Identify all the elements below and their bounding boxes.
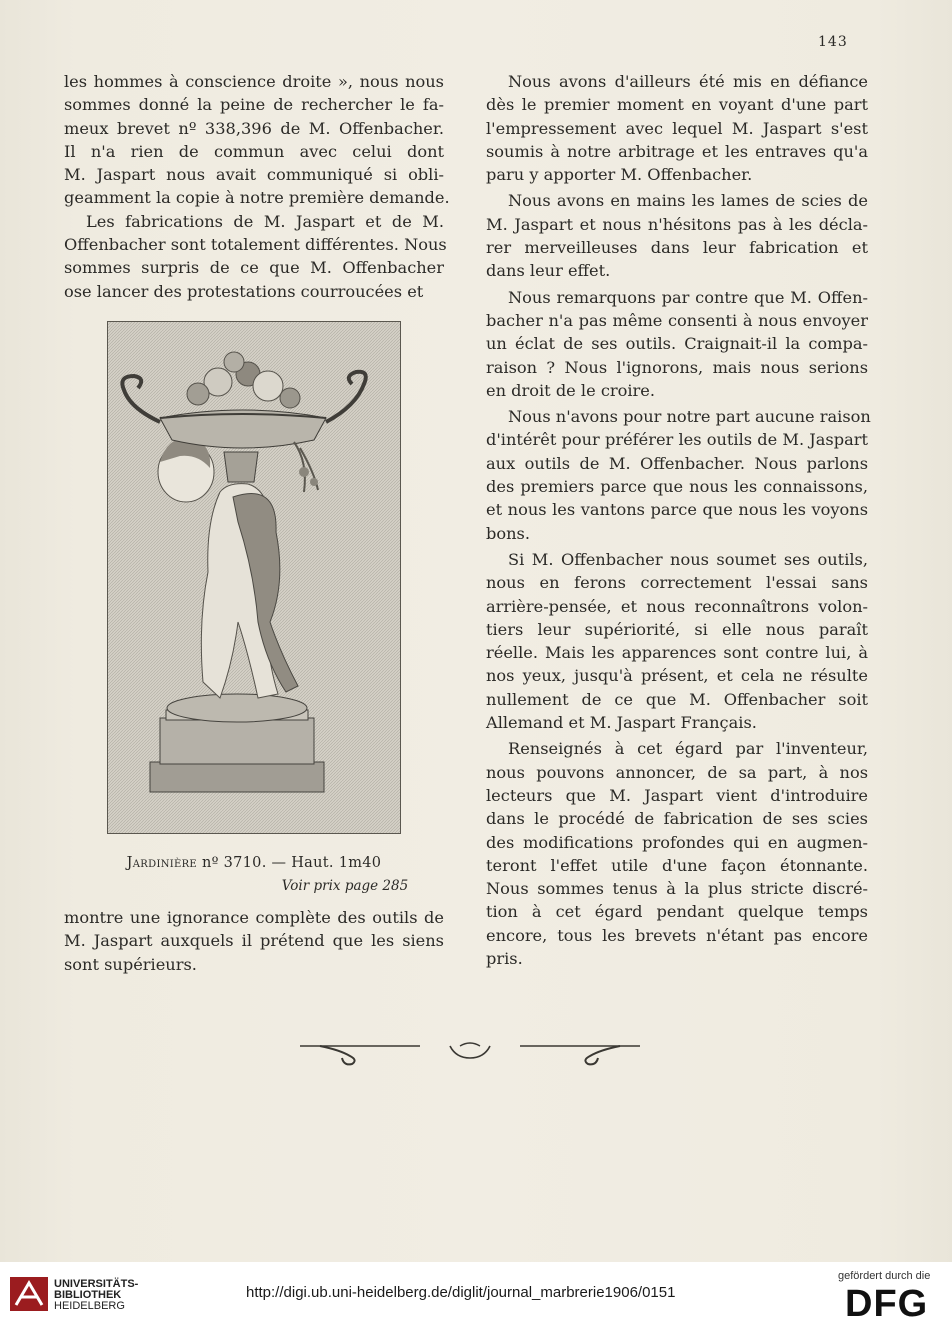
dfg-logo: DFG — [845, 1283, 929, 1325]
figure-subcaption: Voir prix page 285 — [281, 878, 409, 894]
figure-caption-prefix: Jardinière — [126, 855, 198, 871]
paragraph — [486, 737, 868, 970]
text-line: arrière-pensée, et nous reconnaîtrons volon- — [486, 596, 868, 616]
footer-bar — [0, 1262, 952, 1329]
jardiniere-engraving — [108, 322, 400, 833]
text-line: M. Jaspart nous avait communiqué si obli- — [64, 165, 444, 185]
text-line: montre une ignorance complète des outils de — [64, 908, 444, 927]
text-line: l'empressement avec lequel M. Jaspart s'est — [486, 118, 868, 138]
text-line: raison ? Nous l'ignorons, mais nous serions — [486, 357, 868, 377]
figure-caption — [64, 855, 444, 871]
library-name-line3: HEIDELBERG — [54, 1300, 125, 1312]
text-line: M. Jaspart auxquels il prétend que les siens — [64, 931, 444, 951]
text-line: M. Jaspart et nous n'hésitons pas à les décla- — [486, 214, 868, 234]
paragraph — [64, 70, 450, 210]
text-line: bacher n'a pas même consenti à nous envoyer — [486, 310, 868, 330]
text-line: nous en ferons correctement l'essai sans — [486, 573, 868, 593]
library-name-line2: BIBLIOTHEK — [54, 1289, 122, 1301]
paragraph — [486, 189, 868, 282]
text-line: teront l'effet utile d'une façon étonnante. — [486, 855, 868, 875]
text-line: en droit de le croire. — [486, 380, 656, 400]
text-line: Si M. Offenbacher nous soumet ses outils, — [508, 549, 868, 569]
text-line: paru y apporter M. Offenbacher. — [486, 165, 753, 185]
text-line: dans leur effet. — [486, 261, 611, 281]
source-url-link[interactable]: http://digi.ub.uni-heidelberg.de/diglit/journal_marbrerie1906/0151 — [246, 1284, 676, 1301]
paragraph — [486, 286, 868, 402]
text-line: sommes donné la peine de rechercher le fa- — [64, 95, 444, 115]
text-line: bons. — [486, 523, 530, 543]
text-line: Nous sommes tenus à la plus stricte discré- — [486, 879, 868, 899]
paragraph — [64, 906, 444, 976]
text-line: sont supérieurs. — [64, 954, 197, 974]
text-line: encore, tous les brevets n'étant pas encore — [486, 925, 868, 945]
text-line: meux brevet nº 338,396 de M. Offenbacher. — [64, 118, 444, 138]
text-line: Les fabrications de M. Jaspart et de M. — [86, 211, 444, 231]
jardiniere-illustration — [107, 321, 401, 834]
text-line: nullement de ce que M. Offenbacher soit — [486, 689, 868, 709]
text-line: sommes surpris de ce que M. Offenbacher — [64, 258, 444, 278]
text-line: des premiers parce que nous les connaissons, — [486, 477, 868, 497]
text-line: Il n'a rien de commun avec celui dont — [64, 141, 444, 161]
text-line: dans le procédé de fabrication de ses scies — [486, 809, 868, 829]
library-name — [54, 1279, 138, 1312]
text-line: soumis à notre arbitrage et les entraves qu'a — [486, 141, 868, 161]
text-line: tiers leur supériorité, si elle nous paraît — [486, 619, 868, 639]
left-column-top — [64, 70, 450, 303]
funding-label: gefördert durch die — [838, 1270, 931, 1282]
text-line: aux outils de M. Offenbacher. Nous parlons — [486, 453, 868, 473]
text-line: geamment la copie à notre première demande. — [64, 188, 450, 208]
text-line: Nous avons en mains les lames de scies de — [508, 191, 868, 211]
text-line: Nous n'avons pour notre part aucune raison — [508, 407, 871, 427]
text-line: pris. — [486, 948, 523, 968]
ornament-divider — [300, 1036, 640, 1066]
text-line: Renseignés à cet égard par l'inventeur, — [508, 739, 868, 759]
paragraph — [64, 210, 447, 303]
text-line: ose lancer des protestations courroucées et — [64, 281, 424, 301]
library-name-line1: UNIVERSITÄTS- — [54, 1278, 139, 1290]
text-line: tion à cet égard pendant quelque temps — [486, 902, 868, 922]
figure-caption-rest: nº 3710. — Haut. 1m40 — [197, 855, 382, 871]
left-column-bottom — [64, 906, 444, 976]
text-line: Offenbacher sont totalement différentes. Nous — [64, 235, 447, 255]
text-line: nous pouvons annoncer, de sa part, à nos — [486, 762, 868, 782]
text-line: lecteurs que M. Jaspart vient d'introduire — [486, 785, 868, 805]
paragraph — [486, 70, 868, 186]
text-line: Allemand et M. Jaspart Français. — [486, 713, 757, 733]
right-column — [486, 70, 871, 970]
text-line: d'intérêt pour préférer les outils de M. Jaspart — [486, 430, 868, 450]
page-number: 143 — [818, 34, 848, 50]
text-line: un éclat de ses outils. Craignait-il la compa- — [486, 334, 868, 354]
university-library-logo-icon — [10, 1277, 48, 1311]
text-line: des modifications profondes qui en augmen- — [486, 832, 868, 852]
text-line: Nous remarquons par contre que M. Offen- — [508, 287, 868, 307]
text-line: Nous avons d'ailleurs été mis en défiance — [508, 72, 868, 91]
text-line: et nous les vantons parce que nous les voyons — [486, 500, 868, 520]
text-line: réelle. Mais les apparences sont contre lui, à — [486, 643, 868, 663]
text-line: dès le premier moment en voyant d'une part — [486, 95, 868, 115]
text-line: rer merveilleuses dans leur fabrication et — [486, 238, 868, 258]
paragraph — [486, 405, 871, 545]
text-line: les hommes à conscience droite », nous nous — [64, 72, 444, 91]
text-line: nos yeux, jusqu'à présent, et cela ne résulte — [486, 666, 868, 686]
paragraph — [486, 548, 868, 734]
